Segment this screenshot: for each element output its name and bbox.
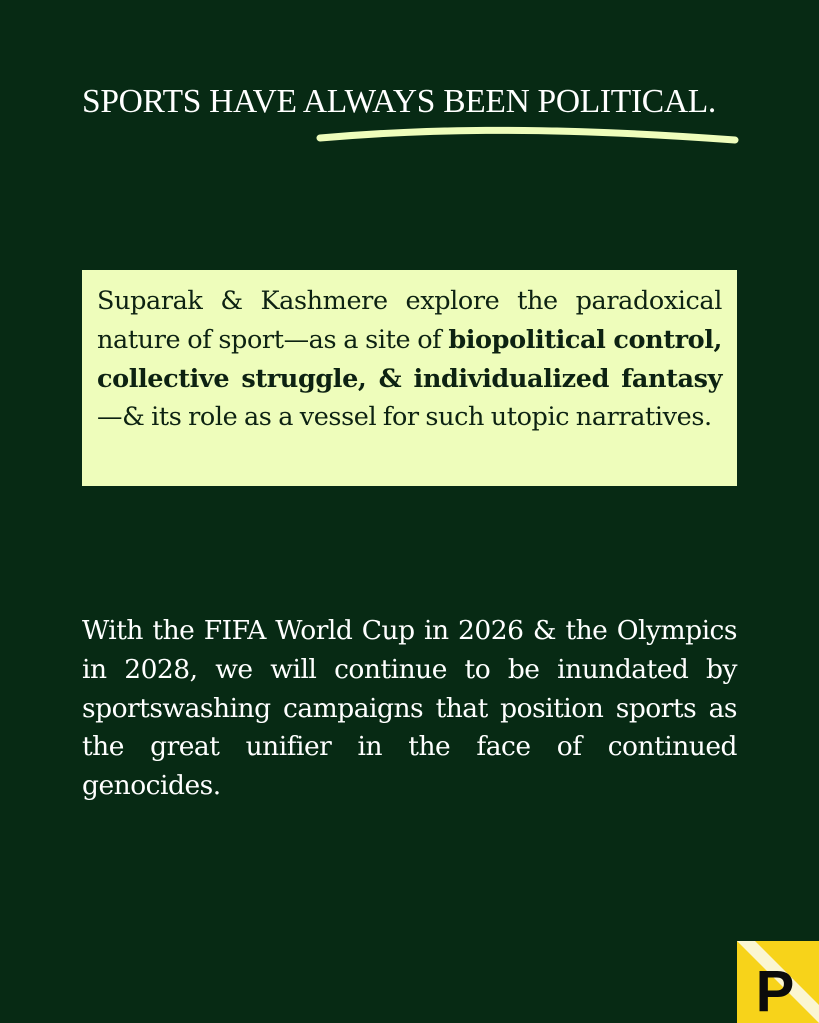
callout-text [97,282,722,437]
logo-letter: P [755,959,795,1023]
callout-intro: Suparak & Kashmere explore the paradoxical nature of sport—as a site of [97,286,722,355]
body-paragraph: With the FIFA World Cup in 2026 & the Olympics in 2028, we will continue to be inundated by sportswashing campaigns that position sports as the great unifier in the face of continued genocides. [82,615,737,802]
publisher-logo-icon [737,941,819,1023]
callout-emphasis: biopolitical control, collective struggle, & individualized fantasy [97,324,723,394]
hand-drawn-underline [82,80,742,150]
highlight-callout-box [82,270,737,486]
headline-block [82,80,742,150]
callout-outro: —& its role as a vessel for such utopic narratives. [97,402,712,433]
page-title: SPORTS HAVE ALWAYS BEEN POLITICAL. [82,83,716,120]
